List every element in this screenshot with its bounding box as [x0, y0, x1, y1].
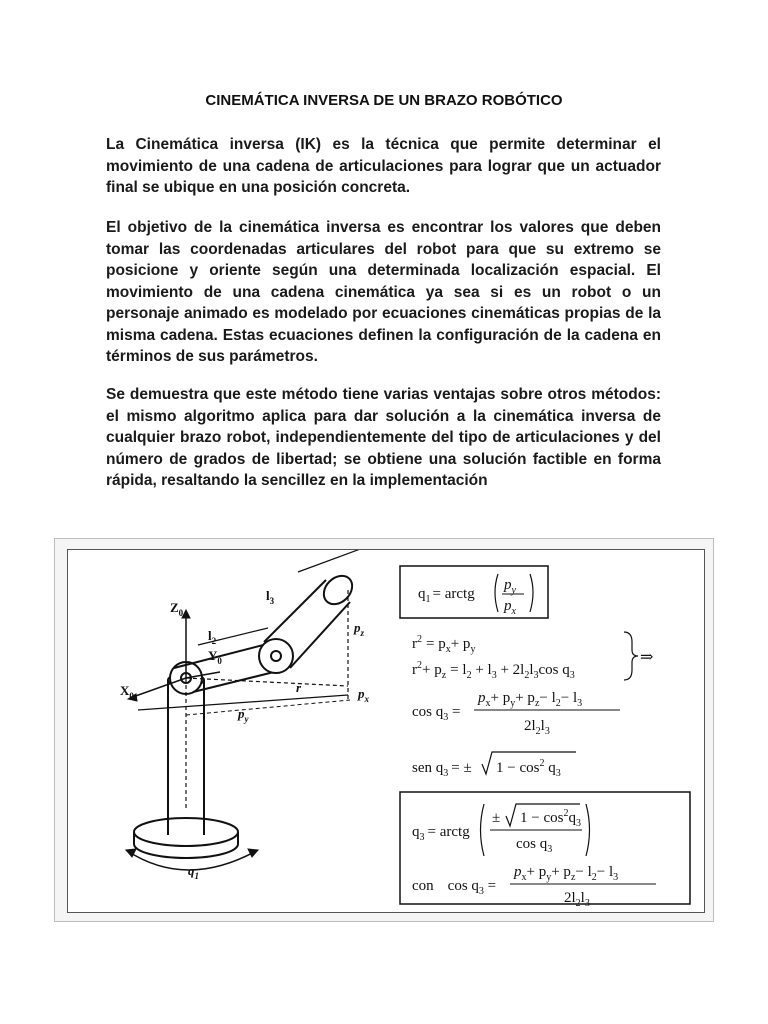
label-r: r: [296, 680, 302, 695]
label-x0: $X_0$: [120, 683, 134, 701]
robot-arm-diagram: [68, 550, 704, 912]
label-py: $p_y$: [238, 706, 249, 724]
label-px: $p_x$: [358, 686, 369, 704]
eq-cos-num: $p_x+ p_y+ p_z- l_2- l_3$: [478, 690, 583, 709]
label-pz: $p_z$: [354, 620, 365, 638]
eq-con-num: $p_x+ p_y+ p_z- l_2- l_3$: [514, 864, 619, 883]
eq-cos-lhs: $\cos q_3$ =: [412, 704, 461, 723]
eq-q3-den: $\cos q_3$: [516, 836, 553, 855]
eq-q1-den: $p_x$: [504, 598, 516, 617]
label-l3: $l_3$: [266, 588, 275, 606]
page-title: CINEMÁTICA INVERSA DE UN BRAZO ROBÓTICO: [205, 92, 563, 109]
label-z0: $Z_0$: [170, 600, 184, 618]
eq-q3-num: ±: [492, 810, 501, 826]
eq-r2: $r^2 = p_x+ p_y$: [412, 634, 476, 655]
eq-q1-num: $p_y$: [504, 577, 516, 596]
eq-r2-pz: $r^2+ p_z = l_2 + l_3 + 2l_2l_3\cos$ $q_3$: [412, 660, 575, 681]
label-l2: $l_2$: [208, 628, 217, 646]
eq-cos-den: $2l_2l_3$: [524, 718, 550, 737]
paragraph-advantages: Se demuestra que este método tiene varias ventajas sobre otros métodos: el mismo algoritmo aplica para dar solución a la cinemática inversa de cualquier brazo robot, independientemente del tipo de articulaciones y del número de grados de libertad; se obtiene una solución factible en forma rápida, resaltando la sencillez en la implementación: [106, 386, 661, 489]
eq-sen-sqrt: $1 - \cos^2 q_3$: [496, 758, 561, 779]
eq-sen: sen $q_3$ = ±: [412, 760, 472, 779]
eq-q3-sqrt: $1 - \cos^2q_3$: [520, 808, 581, 829]
paragraph-objective: El objetivo de la cinemática inversa es encontrar los valores que deben tomar las coordenadas articulares del robot para que su extremo se posicione y oriente según una determinada localización espacial. El movimiento de una cadena cinemática ya sea si es un robot o un personaje animado es modelado por ecuaciones cinemáticas propias de la misma cadena. Estas ecuaciones definen la configuración de la cadena en términos de sus parámetros.: [106, 219, 661, 365]
equations: [400, 566, 690, 909]
robot-arm-figure: [54, 538, 714, 922]
label-y0: $Y_0$: [208, 648, 222, 666]
eq-q1-lhs: $q_1$ = arctg: [418, 586, 475, 605]
robot-arm-drawing: [126, 550, 363, 870]
label-q1: $q_1$: [188, 863, 199, 881]
eq-con-den: $2l_2l_3$: [564, 890, 590, 909]
eq-implies: ⇒: [640, 649, 654, 666]
eq-q3-lhs: $q_3$ = arctg: [412, 824, 470, 843]
paragraph-intro: La Cinemática inversa (IK) es la técnica que permite determinar el movimiento de una cadena de articulaciones para lograr que un actuador final se ubique en una posición concreta.: [106, 136, 661, 196]
figure-frame: [67, 549, 705, 913]
eq-con: con $\cos q_3$ =: [412, 878, 497, 897]
